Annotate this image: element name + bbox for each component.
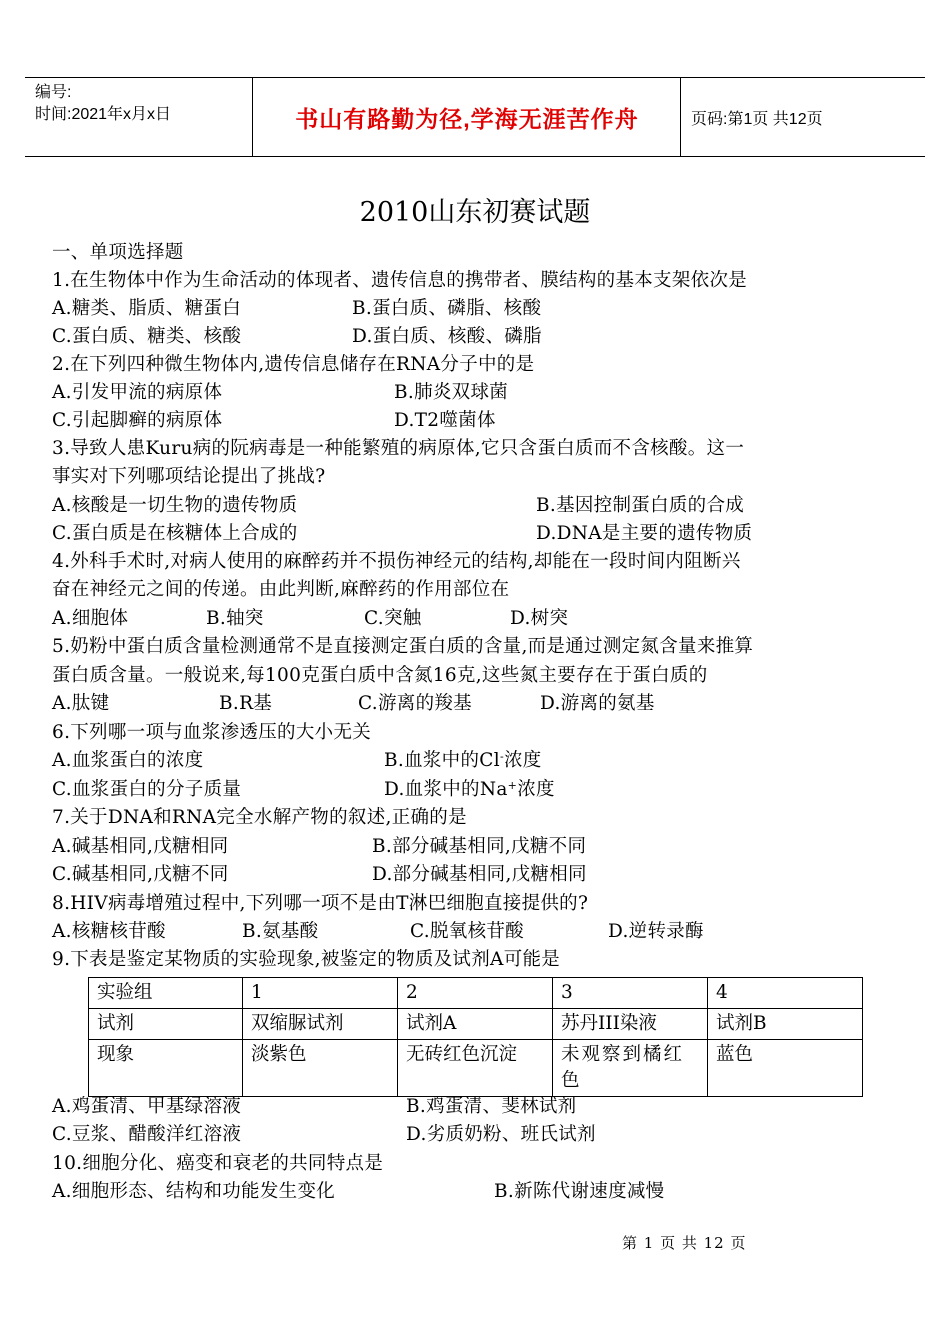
option-3d: D.DNA是主要的遗传物质 [536,523,753,544]
option-1b: B.蛋白质、磷脂、核酸 [352,298,542,319]
question-10-stem: 10.细胞分化、癌变和衰老的共同特点是 [52,1153,384,1174]
table-row [89,1009,863,1040]
table-cell: 3 [553,978,708,1009]
question-3-stem-line-1: 3.导致人患Kuru病的阮病毒是一种能繁殖的病原体,它只含蛋白质而不含核酸。这一 [52,438,745,459]
table-cell: 4 [708,978,863,1009]
option-1c: C.蛋白质、糖类、核酸 [52,326,242,347]
table-cell: 未观察到橘红色 [553,1040,708,1097]
option-2a: A.引发甲流的病原体 [52,382,223,403]
header-number-label: 编号: [35,84,72,101]
question-7-stem: 7.关于DNA和RNA完全水解产物的叙述,正确的是 [52,807,467,828]
option-1d: D.蛋白质、核酸、磷脂 [352,326,542,347]
option-2b: B.肺炎双球菌 [394,382,509,403]
option-7d: D.部分碱基相同,戊糖相同 [372,864,587,885]
table-cell: 实验组 [89,978,243,1009]
option-9c: C.豆浆、醋酸洋红溶液 [52,1124,242,1145]
header-time-label: 时间:2021年x月x日 [35,106,172,123]
table-cell: 无砖红色沉淀 [398,1040,553,1097]
question-8-stem: 8.HIV病毒增殖过程中,下列哪一项不是由T淋巴细胞直接提供的? [52,893,589,914]
option-4c: C.突触 [364,608,422,629]
document-title: 2010山东初赛试题 [359,197,591,228]
table-cell: 现象 [89,1040,243,1097]
option-3a: A.核酸是一切生物的遗传物质 [52,495,298,516]
option-6b-suffix: 浓度 [503,750,542,771]
option-7b: B.部分碱基相同,戊糖不同 [372,836,587,857]
question-6-stem: 6.下列哪一项与血浆渗透压的大小无关 [52,722,372,743]
option-7a: A.碱基相同,戊糖相同 [52,836,229,857]
option-2d: D.T2噬菌体 [394,410,496,431]
option-10b: B.新陈代谢速度减慢 [494,1181,665,1202]
section-heading: 一、单项选择题 [52,242,184,263]
option-9d: D.劣质奶粉、班氏试剂 [406,1124,596,1145]
option-10a: A.细胞形态、结构和功能发生变化 [52,1181,336,1202]
question-1-stem: 1.在生物体中作为生命活动的体现者、遗传信息的携带者、膜结构的基本支架依次是 [52,270,748,291]
option-6c: C.血浆蛋白的分子质量 [52,779,242,800]
option-2c: C.引起脚癣的病原体 [52,410,223,431]
question-5-stem-line-2: 蛋白质含量。一般说来,每100克蛋白质中含氮16克,这些氮主要存在于蛋白质的 [52,665,708,686]
question-3-stem-line-2: 事实对下列哪项结论提出了挑战? [52,466,326,487]
option-8c: C.脱氧核苷酸 [410,921,524,942]
question-4-stem-line-1: 4.外科手术时,对病人使用的麻醉药并不损伤神经元的结构,却能在一段时间内阻断兴 [52,551,741,572]
option-4d: D.树突 [510,608,569,629]
option-7c: C.碱基相同,戊糖不同 [52,864,229,885]
option-9b: B.鸡蛋清、斐林试剂 [406,1096,577,1117]
option-6b-text: B.血浆中的Cl [384,750,500,771]
option-8b: B.氨基酸 [242,921,319,942]
option-6d [384,778,555,802]
table-cell: 蓝色 [708,1040,863,1097]
table-cell: 试剂B [708,1009,863,1040]
header-info-cell [25,78,253,156]
option-9a: A.鸡蛋清、甲基绿溶液 [52,1096,242,1117]
chloride-superscript: - [499,750,504,763]
header-motto: 书山有路勤为径,学海无涯苦作舟 [254,78,681,156]
option-5c: C.游离的羧基 [358,693,472,714]
table-cell: 试剂 [89,1009,243,1040]
option-6b [384,749,542,773]
option-8d: D.逆转录酶 [608,921,704,942]
experiment-table [88,977,863,1097]
option-4a: A.细胞体 [52,608,129,629]
option-6d-suffix: 浓度 [517,779,555,800]
table-row [89,978,863,1009]
option-3c: C.蛋白质是在核糖体上合成的 [52,523,298,544]
page-header [25,77,925,157]
table-cell: 双缩脲试剂 [243,1009,398,1040]
option-3b: B.基因控制蛋白质的合成 [536,495,745,516]
sodium-superscript: + [507,779,518,792]
option-4b: B.轴突 [206,608,264,629]
option-5b: B.R基 [219,693,273,714]
table-cell: 苏丹III染液 [553,1009,708,1040]
table-cell: 1 [243,978,398,1009]
question-5-stem-line-1: 5.奶粉中蛋白质含量检测通常不是直接测定蛋白质的含量,而是通过测定氮含量来推算 [52,636,754,657]
option-5a: A.肽键 [52,693,110,714]
option-1a: A.糖类、脂质、糖蛋白 [52,298,242,319]
table-cell: 淡紫色 [243,1040,398,1097]
table-cell: 试剂A [398,1009,553,1040]
question-2-stem: 2.在下列四种微生物体内,遗传信息储存在RNA分子中的是 [52,354,535,375]
option-6d-text: D.血浆中的Na [384,779,508,800]
option-6a: A.血浆蛋白的浓度 [52,750,204,771]
table-cell: 2 [398,978,553,1009]
page-footer: 第 1 页 共 12 页 [622,1234,747,1252]
question-9-stem: 9.下表是鉴定某物质的实验现象,被鉴定的物质及试剂A可能是 [52,949,561,970]
table-row [89,1040,863,1097]
option-8a: A.核糖核苷酸 [52,921,166,942]
question-4-stem-line-2: 奋在神经元之间的传递。由此判断,麻醉药的作用部位在 [52,579,510,600]
header-page-label: 页码:第1页 共12页 [691,110,823,128]
option-5d: D.游离的氨基 [540,693,655,714]
